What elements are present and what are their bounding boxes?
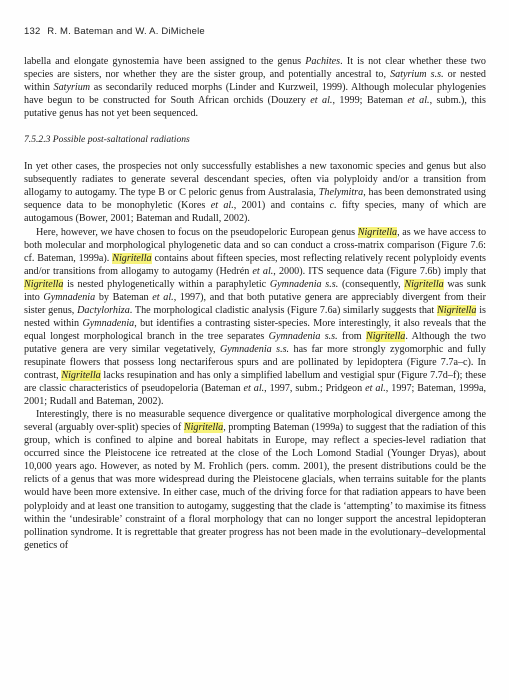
paragraph: Interestingly, there is no measurable sequence divergence or qualitative morphological divergence among the several (arguably over-split) species of Nigritella, prompting Bateman (1999a) to suggest that the radiation of this group, which is confined to alpine and boreal habitats in Europe, may reflect a species-level radiation that occurred since the Pleistocene ice retreated at the close of the Loch Lomond Stadial (Younger Dryas), about 10,000 years ago. However, as noted by M. Frohlich (pers. comm. 2001), the present distributions could be the relicts of a genus that was more widespread during the Pleistocene glacials, when terrains suitable for the plants would have been more extensive. In either case, much of the driving force for that radiation appears to have been polyploidy and at least one transition to autogamy, suggesting that the clade is ‘attempting’ to maximise its fitness within the ‘undesirable’ constraint of a floral morphology that can no longer support the ancestral lepidopteran pollination syndrome. It is regrettable that greater progress has not been made in the evolutionary–developmental genetics of [24,409,486,551]
page-number: 132 [24,26,41,37]
section-heading: 7.5.2.3 Possible post-saltational radiations [24,134,190,146]
highlighted-term: Nigritella [24,278,64,290]
italic-term: Gymnadenia [43,291,96,303]
running-header [24,26,484,37]
italic-term: et al. [252,265,274,277]
highlighted-term: Nigritella [357,226,398,238]
italic-term: Satyrium s.s. [390,69,444,81]
italic-term: et al. [407,95,430,107]
paragraph: In yet other cases, the prospecies not only successfully establishes a new taxonomic species and genus but also subsequently radiates to generate several descendant species, often via polyploidy and/or a transition from allogamy to autogamy. The type B or C peloric genus from Australasia, Thelymitra, has been demonstrated using sequence data to be monophyletic (Kores et al., 2001) and contains c. fifty species, many of which are autogamous (Bower, 2001; Bateman and Rudall, 2002). [24,161,487,225]
highlighted-term: Nigritella [437,304,477,316]
italic-term: Satyrium [53,82,91,94]
highlighted-term: Nigritella [365,330,406,342]
paragraph: Here, however, we have chosen to focus on the pseudopeloric European genus Nigritella, as we have access to both molecular and morphological phylogenetic data and so can conduct a cross-matrix comparison (Figure 7.6: cf. Bateman, 1999a). Nigritella contains about fifteen species, most reflecting relatively recent polyploidy events and/or transitions from allogamy to autogamy (Hedrén et al., 2000). ITS sequence data (Figure 7.6b) imply that Nigritella is nested phylogenetically within a paraphyletic Gymnadenia s.s. (consequently, Nigritella was sunk into Gymnadenia by Bateman et al., 1997), and that both putative genera are appreciably divergent from their sister genus, Dactylorhiza. The morphological cladistic analysis (Figure 7.6a) similarly suggests that Nigritella is nested within Gymnadenia, but identifies a contrasting sister-species. More interestingly, it also reveals that the equal longest morphological branch in the tree separates Gymnadenia s.s. from Nigritella. Although the two putative genera are very similar vegetatively, Gymnadenia s.s. has far more strongly zygomorphic and fully resupinate flowers that possess long nectariferous spurs and are pollinated by lepidoptera (Figure 7.7a–c). In contrast, Nigritella lacks resupination and has only a simplified labellum and vestigial spur (Figure 7.7d–f); these are classic characteristics of pseudopeloria (Bateman et al., 1997, subm.; Pridgeon et al., 1997; Bateman, 1999a, 2001; Rudall and Bateman, 2002). [24,226,487,408]
italic-term: Gymnadenia s.s. [268,330,338,342]
highlighted-term: Nigritella [183,422,224,434]
italic-term: Dactylorhiza [77,304,130,316]
highlighted-term: Nigritella [61,370,101,382]
highlighted-term: Nigritella [112,252,152,264]
italic-term: Thelymitra [318,187,364,199]
italic-term: Gymnadenia s.s. [219,343,290,355]
paragraph: labella and elongate gynostemia have been assigned to the genus Pachites. It is not clear whether these two species are sisters, nor whether they are the sister group, and potentially ancestral to, Satyrium s.s. or nested within Satyrium as secondarily reduced morphs (Linder and Kurzweil, 1999). Although molecular phylogenies have begun to be constructed for South African orchids (Douzery et al., 1999; Bateman et al., subm.), this putative genus has not yet been sequenced. [24,56,486,120]
italic-term: et al. [365,383,386,395]
body-text [24,55,486,552]
italic-term: Gymnadenia s.s. [269,278,339,290]
italic-term: Pachites [305,56,341,67]
italic-term: Gymnadenia [82,317,135,329]
italic-term: et al. [310,95,333,107]
italic-term: et al. [243,383,265,395]
italic-term: et al. [152,291,174,303]
highlighted-term: Nigritella [404,278,444,290]
italic-term: et al. [210,200,234,212]
italic-term: c. [329,200,337,212]
running-head-authors: R. M. Bateman and W. A. DiMichele [47,26,205,37]
